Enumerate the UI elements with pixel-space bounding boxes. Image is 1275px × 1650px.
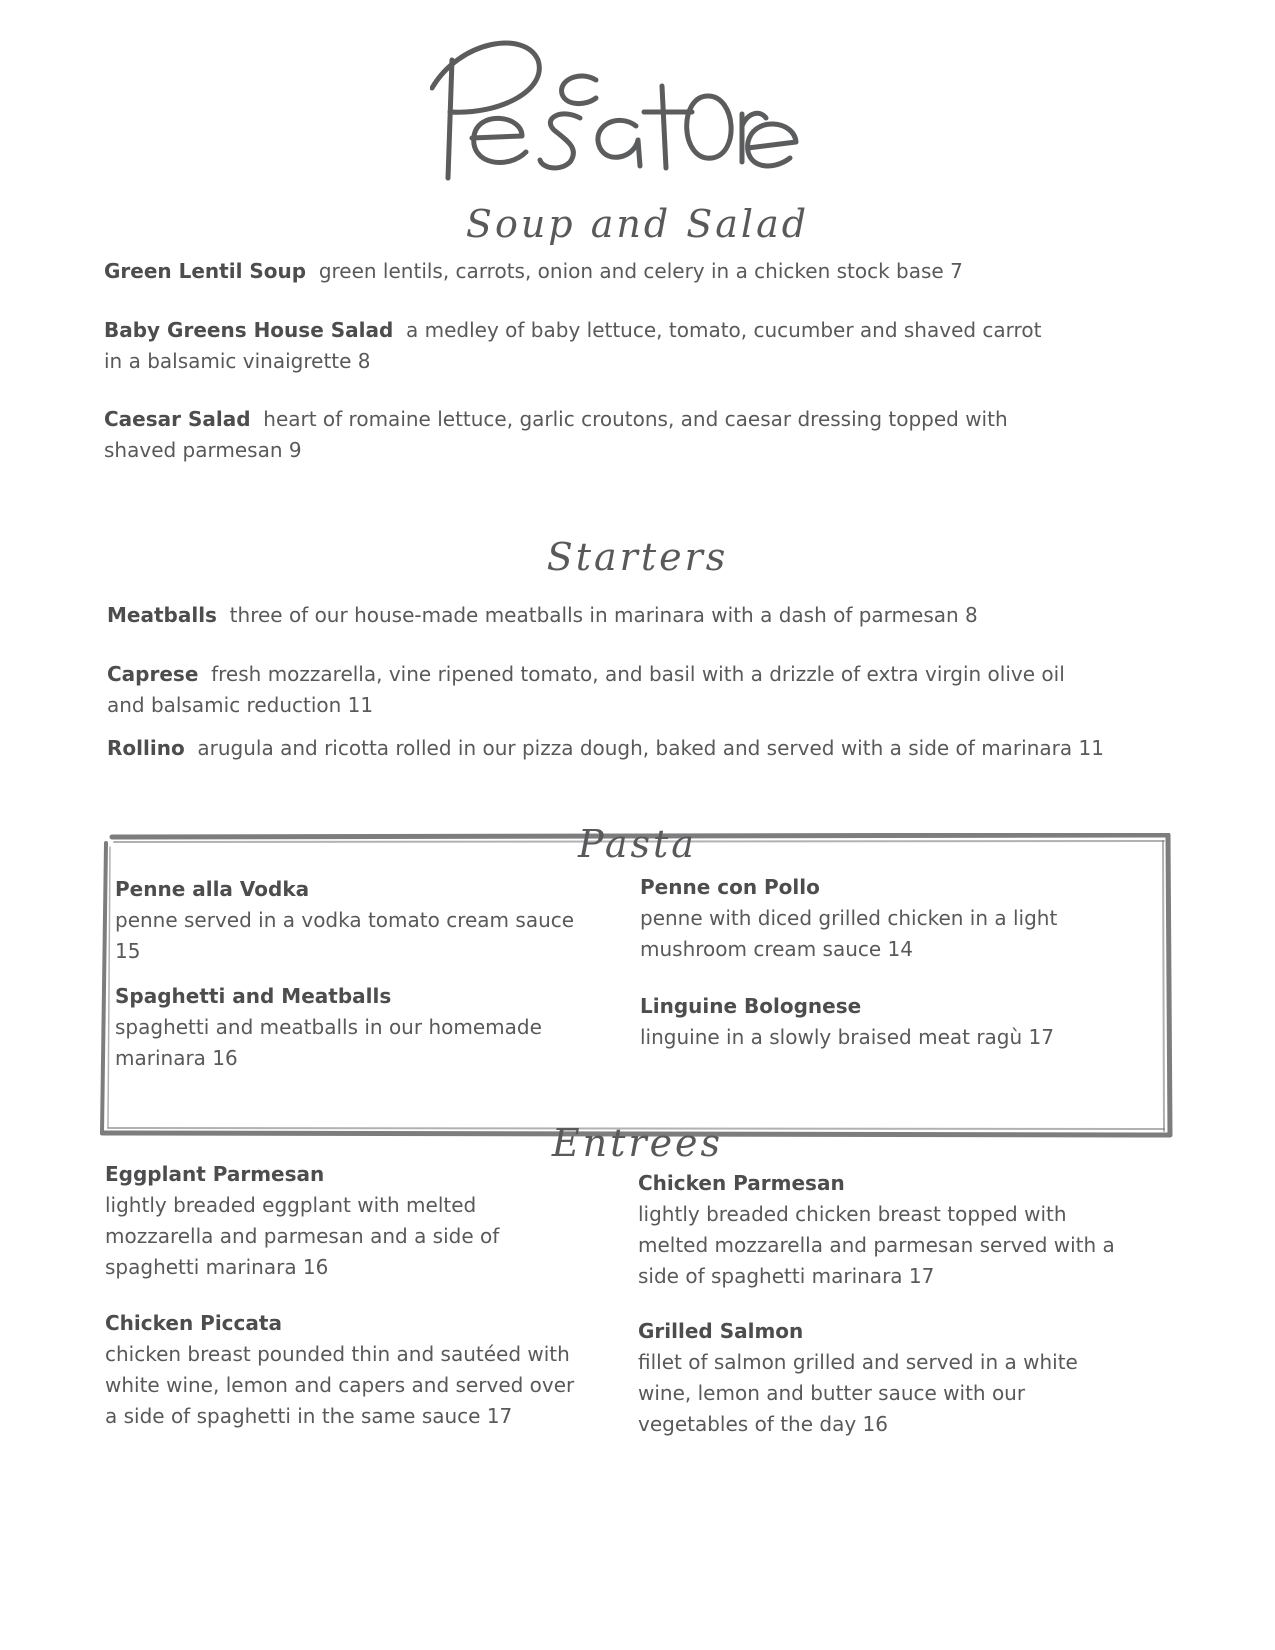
menu-item-penne-con-pollo [640,872,1070,965]
item-description: penne served in a vodka tomato cream sauce 15 [115,908,575,963]
menu-item-rollino [107,733,1207,764]
item-description: fresh mozzarella, vine ripened tomato, and basil with a drizzle of extra virgin olive oil and balsamic reduction 11 [107,662,1065,717]
section-title-soup-salad: Soup and Salad [465,202,810,246]
item-name: Penne alla Vodka [115,877,310,901]
menu-item-green-lentil-soup [104,256,1184,287]
item-name: Grilled Salmon [638,1319,804,1343]
item-description: heart of romaine lettuce, garlic croutons, and caesar dressing topped with shaved parmesan 9 [104,407,1008,462]
menu-item-meatballs [107,600,1187,631]
menu-item-chicken-piccata [105,1308,585,1432]
item-description: chicken breast pounded thin and sautéed with white wine, lemon and capers and served over a side of spaghetti in the same sauce 17 [105,1342,575,1428]
item-name: Eggplant Parmesan [105,1162,325,1186]
pescatore-logo [430,30,800,190]
menu-item-caprese [107,659,1097,721]
menu-item-penne-alla-vodka [115,874,585,967]
section-title-entrees: Entrees [551,1121,724,1165]
item-description: spaghetti and meatballs in our homemade marinara 16 [115,1015,542,1070]
section-title-pasta: Pasta [578,822,697,866]
item-name: Spaghetti and Meatballs [115,984,392,1008]
item-description: lightly breaded chicken breast topped with melted mozzarella and parmesan served with a side of spaghetti marinara 17 [638,1202,1115,1288]
item-name: Rollino [107,736,185,760]
item-name: Chicken Parmesan [638,1171,845,1195]
item-description: arugula and ricotta rolled in our pizza dough, baked and served with a side of marinara 11 [197,736,1104,760]
item-name: Chicken Piccata [105,1311,282,1335]
item-description: a medley of baby lettuce, tomato, cucumber and shaved carrot in a balsamic vinaigrette 8 [104,318,1042,373]
menu-item-eggplant-parmesan [105,1159,585,1283]
menu-item-caesar-salad [104,404,1064,466]
menu-item-linguine-bolognese [640,991,1110,1053]
item-description: linguine in a slowly braised meat ragù 17 [640,1025,1054,1049]
menu-item-chicken-parmesan [638,1168,1138,1292]
item-name: Baby Greens House Salad [104,318,394,342]
item-description: green lentils, carrots, onion and celery in a chicken stock base 7 [318,259,963,283]
section-title-starters: Starters [546,535,729,579]
item-name: Linguine Bolognese [640,994,862,1018]
item-description: lightly breaded eggplant with melted mozzarella and parmesan and a side of spaghetti marinara 16 [105,1193,500,1279]
menu-item-spaghetti-and-meatballs [115,981,585,1074]
item-name: Penne con Pollo [640,875,820,899]
item-name: Meatballs [107,603,217,627]
item-name: Green Lentil Soup [104,259,307,283]
item-name: Caesar Salad [104,407,251,431]
menu-item-grilled-salmon [638,1316,1128,1440]
item-description: fillet of salmon grilled and served in a white wine, lemon and butter sauce with our vegetables of the day 16 [638,1350,1078,1436]
menu-item-baby-greens-house-salad [104,315,1064,377]
item-name: Caprese [107,662,199,686]
item-description: penne with diced grilled chicken in a light mushroom cream sauce 14 [640,906,1058,961]
item-description: three of our house-made meatballs in marinara with a dash of parmesan 8 [229,603,978,627]
